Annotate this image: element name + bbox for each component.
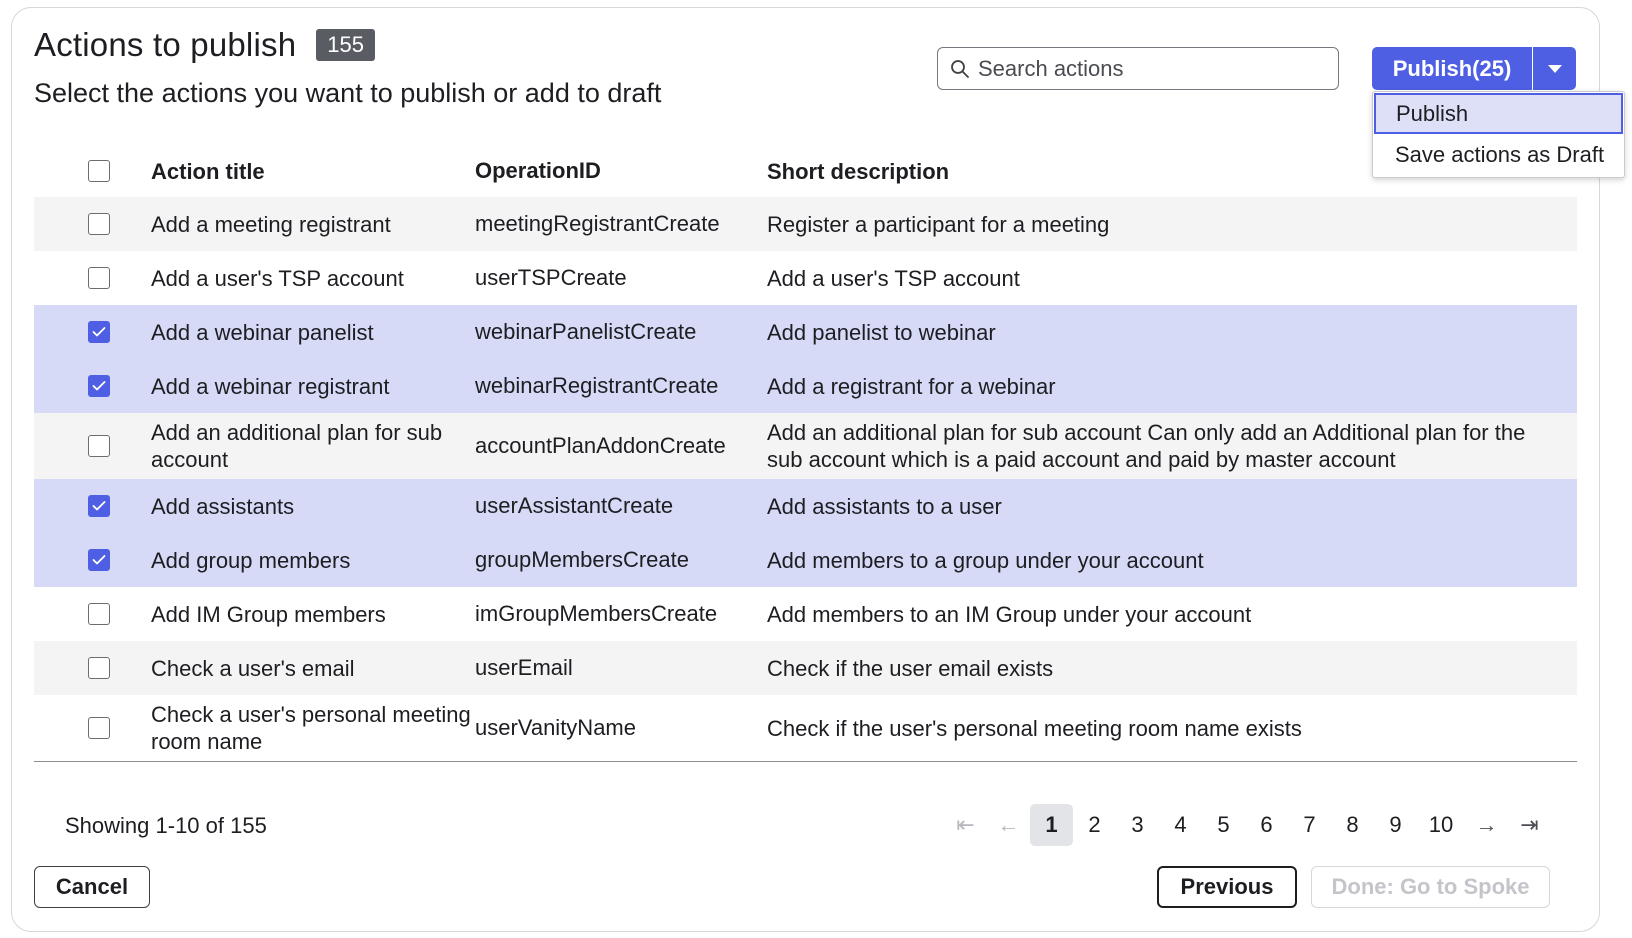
row-action-title: Add assistants [151, 493, 295, 519]
row-checkbox[interactable] [88, 717, 110, 739]
caret-down-icon [1548, 65, 1562, 73]
row-short-description: Add assistants to a user [767, 493, 1002, 519]
page-number-8[interactable]: 8 [1346, 812, 1359, 837]
row-checkbox[interactable] [88, 603, 110, 625]
row-operation-id: userTSPCreate [475, 265, 627, 290]
row-action-title: Add IM Group members [151, 601, 386, 627]
row-short-description: Add panelist to webinar [767, 319, 996, 345]
checkmark-icon [92, 326, 106, 338]
row-action-title: Add a meeting registrant [151, 211, 391, 237]
row-action-title: Add a webinar panelist [151, 319, 374, 345]
page-number-3[interactable]: 3 [1131, 812, 1144, 837]
row-action-title: Check a user's email [151, 655, 355, 681]
page-subtitle: Select the actions you want to publish or add to draft [34, 78, 662, 108]
page-number-6[interactable]: 6 [1260, 812, 1273, 837]
prev-page-icon[interactable]: ← [997, 812, 1020, 837]
row-short-description: Register a participant for a meeting [767, 211, 1110, 237]
row-checkbox[interactable] [88, 549, 110, 571]
row-operation-id: meetingRegistrantCreate [475, 211, 720, 236]
row-short-description: Add a user's TSP account [767, 265, 1020, 291]
checkmark-icon [92, 380, 106, 392]
next-page-icon[interactable]: → [1475, 812, 1498, 837]
pagination [944, 804, 1551, 846]
row-action-title: Check a user's personal meeting room name [151, 702, 471, 754]
table-row[interactable] [34, 695, 1577, 761]
search-box[interactable] [937, 47, 1339, 90]
previous-button[interactable]: Previous [1157, 866, 1297, 908]
page-number-5[interactable]: 5 [1217, 812, 1230, 837]
row-short-description: Check if the user's personal meeting room name exists [767, 715, 1302, 741]
row-operation-id: accountPlanAddonCreate [475, 433, 726, 458]
menu-item-publish[interactable]: Publish [1374, 93, 1623, 134]
row-short-description: Add a registrant for a webinar [767, 373, 1056, 399]
row-short-description: Add members to a group under your account [767, 547, 1204, 573]
showing-count: Showing 1-10 of 155 [65, 813, 267, 838]
count-badge: 155 [316, 29, 375, 61]
page-number-4[interactable]: 4 [1174, 812, 1187, 837]
publish-button[interactable]: Publish(25) [1372, 47, 1533, 90]
row-operation-id: userEmail [475, 655, 573, 680]
row-checkbox[interactable] [88, 495, 110, 517]
table-row[interactable] [34, 479, 1577, 533]
publish-dropdown-menu [1372, 91, 1625, 178]
row-operation-id: userVanityName [475, 715, 636, 740]
first-page-icon[interactable]: ⇤ [956, 812, 975, 837]
search-icon [950, 59, 970, 79]
row-checkbox[interactable] [88, 375, 110, 397]
row-operation-id: groupMembersCreate [475, 547, 689, 572]
select-all-checkbox[interactable] [88, 160, 110, 182]
table-row[interactable] [34, 197, 1577, 251]
checkmark-icon [92, 554, 106, 566]
table-row[interactable] [34, 251, 1577, 305]
row-short-description: Check if the user email exists [767, 655, 1054, 681]
row-action-title: Add a user's TSP account [151, 265, 404, 291]
row-checkbox[interactable] [88, 321, 110, 343]
column-header-description[interactable]: Short description [767, 158, 950, 184]
row-checkbox[interactable] [88, 435, 110, 457]
table-row[interactable] [34, 641, 1577, 695]
dialog-header [34, 26, 375, 64]
publish-menu-toggle[interactable] [1533, 47, 1576, 90]
page-title: Actions to publish [34, 26, 297, 63]
table-header [34, 145, 1577, 197]
last-page-icon[interactable]: ⇥ [1520, 812, 1539, 837]
row-operation-id: webinarRegistrantCreate [475, 373, 719, 398]
row-action-title: Add group members [151, 547, 351, 573]
menu-item-save-draft[interactable]: Save actions as Draft [1395, 142, 1605, 167]
row-short-description: Add an additional plan for sub account Can only add an Additional plan for the sub account which is a paid account and paid by master account [767, 420, 1526, 472]
page-number-2[interactable]: 2 [1088, 812, 1101, 837]
row-action-title: Add an additional plan for sub account [151, 420, 443, 472]
page-number-9[interactable]: 9 [1389, 812, 1402, 837]
row-checkbox[interactable] [88, 267, 110, 289]
table-row[interactable] [34, 533, 1577, 587]
column-header-title[interactable]: Action title [151, 158, 265, 184]
table-divider [34, 761, 1577, 762]
done-go-to-spoke-button[interactable]: Done: Go to Spoke [1311, 866, 1550, 908]
page-number-10[interactable]: 10 [1428, 812, 1454, 837]
column-header-operationid[interactable]: OperationID [475, 158, 601, 183]
row-operation-id: userAssistantCreate [475, 493, 674, 518]
table-row[interactable] [34, 359, 1577, 413]
table-row[interactable] [34, 305, 1577, 359]
publish-split-button [1372, 47, 1576, 90]
row-checkbox[interactable] [88, 657, 110, 679]
table-row[interactable] [34, 587, 1577, 641]
row-operation-id: webinarPanelistCreate [475, 319, 697, 344]
page-number-1[interactable]: 1 [1030, 804, 1073, 846]
table-body [34, 197, 1577, 761]
row-checkbox[interactable] [88, 213, 110, 235]
actions-table [34, 145, 1577, 762]
checkmark-icon [92, 500, 106, 512]
cancel-button[interactable]: Cancel [34, 866, 150, 908]
table-row[interactable] [34, 413, 1577, 479]
page-number-7[interactable]: 7 [1303, 812, 1316, 837]
row-operation-id: imGroupMembersCreate [475, 601, 718, 626]
row-short-description: Add members to an IM Group under your account [767, 601, 1252, 627]
page-numbers [1030, 804, 1465, 846]
row-action-title: Add a webinar registrant [151, 373, 390, 399]
search-input[interactable] [978, 56, 1318, 82]
